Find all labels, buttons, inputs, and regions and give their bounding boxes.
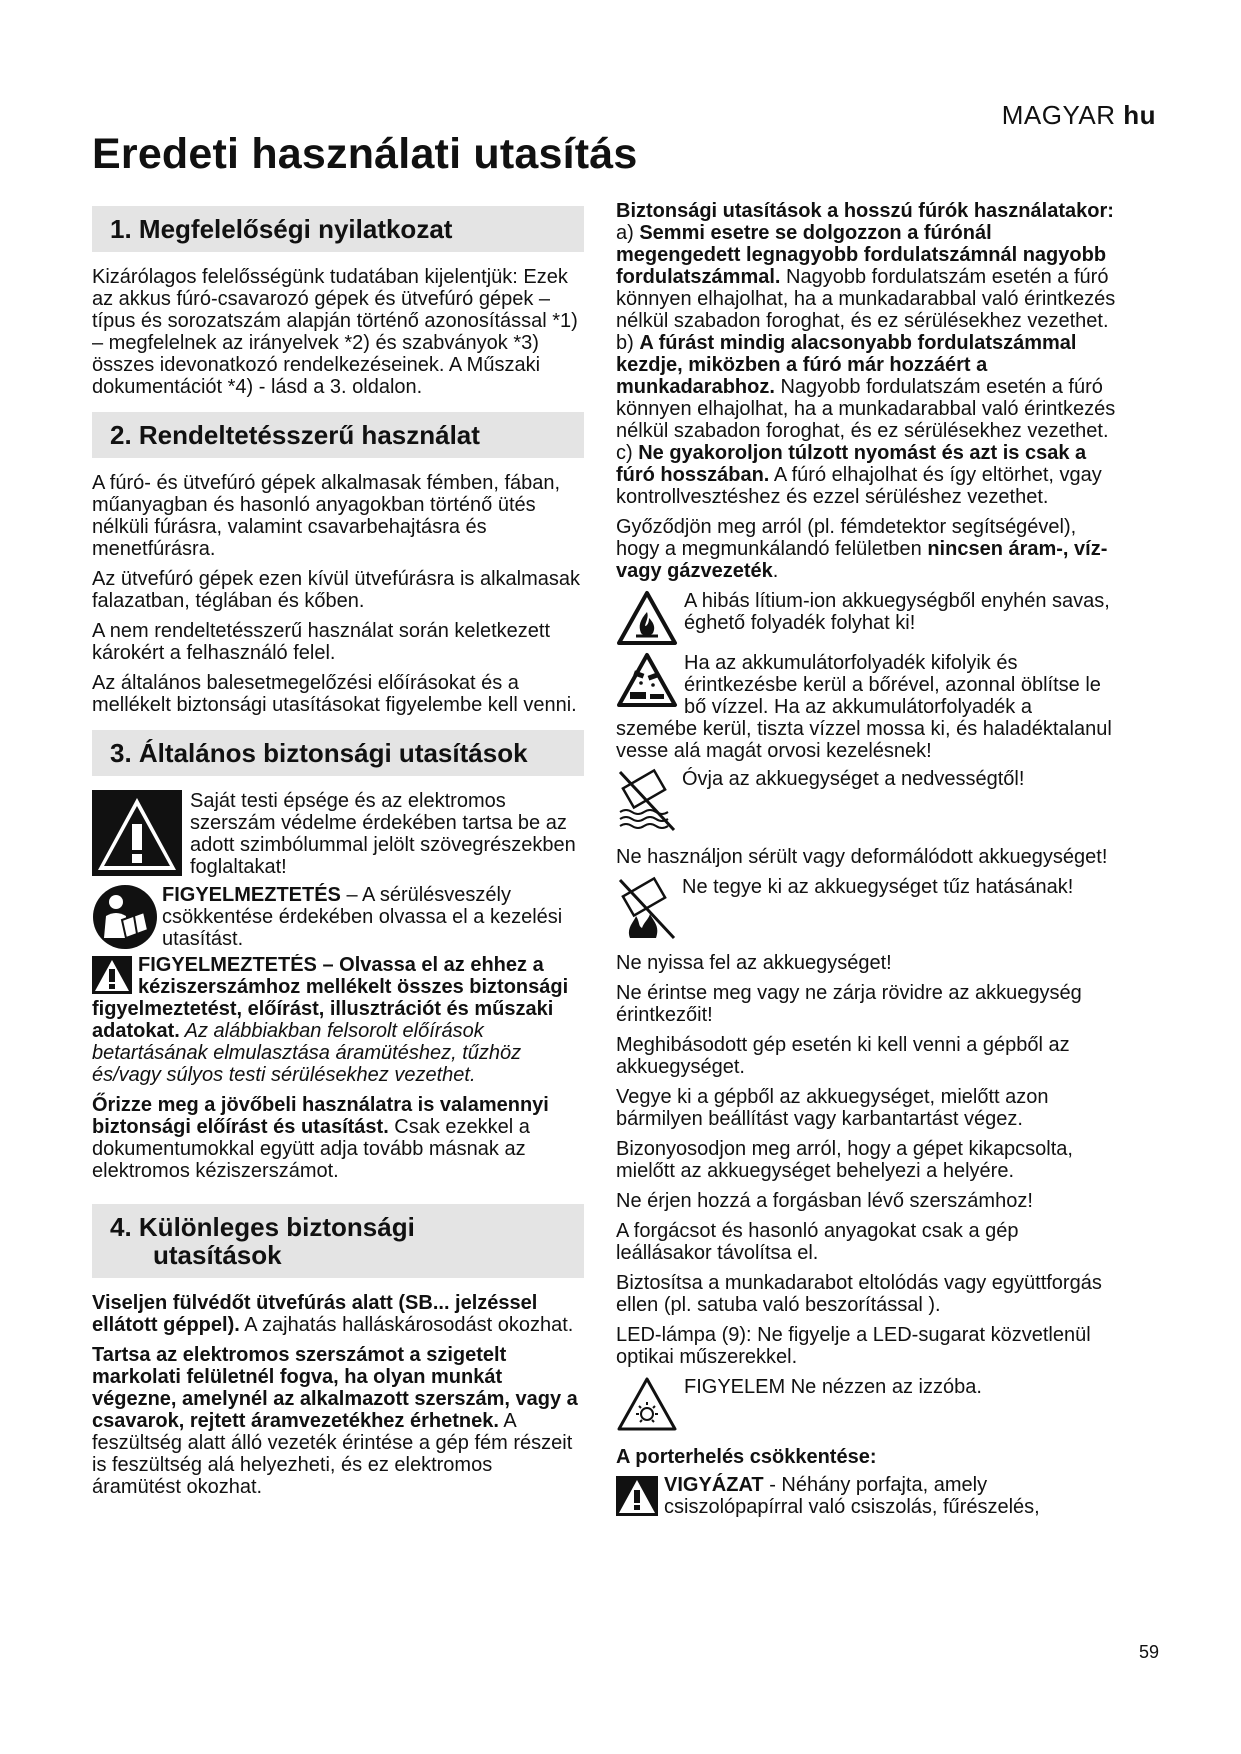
- ear-protection-bold: Viseljen fülvédőt ütvefúrás alatt (SB... jelzéssel ellátott géppel).: [92, 1292, 538, 1336]
- secure-workpiece: Biztosítsa a munkadarabot eltolódás vagy együttforgás ellen (pl. satuba való beszorítással ).: [616, 1272, 1102, 1316]
- read-all-warnings: [92, 954, 584, 1086]
- section-1-heading: 1. Megfelelőségi nyilatkozat: [92, 206, 584, 252]
- manual-warning-label: FIGYELMEZTETÉS: [162, 884, 341, 906]
- page-number: 59: [1138, 1642, 1159, 1662]
- battery-leak-text: A hibás lítium-ion akkuegységből enyhén savas, éghető folyadék folyhat ki!: [684, 590, 1110, 634]
- page-title: Eredeti használati utasítás: [92, 130, 638, 178]
- language-name: MAGYAR: [1001, 100, 1116, 130]
- short-circuit: Ne érintse meg vagy ne zárja rövidre az akkuegység érintkezőit!: [616, 982, 1082, 1026]
- item-c-prefix: c): [616, 442, 639, 464]
- insulated-grip: [92, 1344, 584, 1498]
- battery-fluid-block: [616, 652, 1116, 762]
- battery-leak-block: [616, 590, 1116, 646]
- led-caution-block: [616, 1376, 1116, 1432]
- long-bits-b: [616, 332, 1116, 442]
- general-warning-text: Saját testi épsége és az elektromos szerszám védelme érdekében tartsa be az adott szimbólummal jelölt szövegrészekben foglaltakat!: [190, 790, 576, 878]
- chips-removal: A forgácsot és hasonló anyagokat csak a gép leállásakor távolítsa el.: [616, 1220, 1019, 1264]
- section-4-heading: [92, 1204, 584, 1278]
- flammable-warning-icon: [616, 590, 678, 646]
- hidden-lines-check: [616, 516, 1116, 582]
- read-all-warnings-bold: FIGYELMEZTETÉS – Olvassa el az ehhez a kéziszerszámhoz mellékelt összes biztonsági figyelmeztetést, előírást, illusztrációt és műszaki adatokat.: [92, 954, 569, 1042]
- no-fire-icon: [616, 876, 678, 942]
- declaration-text: Kizárólagos felelősségünk tudatában kijelentjük: Ezek az akkus fúró-csavarozó gépek és ütvefúró gépek – típus és sorozatszám alapján történő azonosítással *1) – megfelelnek az irányelvek *2) és szabványok *3) összes idevonatkozó rendelkezéseinek. A Műszaki dokumentációt *4) - lásd a 3. oldalon.: [92, 266, 578, 398]
- open-battery: Ne nyissa fel az akkuegységet!: [616, 952, 892, 974]
- keep-instructions-bold: Őrizze meg a jövőbeli használatra is valamennyi biztonsági előírást és utasítást.: [92, 1094, 549, 1138]
- warning-triangle-icon: [92, 790, 182, 876]
- general-warning-block: [92, 790, 584, 878]
- long-bits-a: [616, 222, 1116, 332]
- led-radiation-icon: [616, 1376, 678, 1432]
- led-warning: LED-lámpa (9): Ne figyelje a LED-sugarat közvetlenül optikai műszerekkel.: [616, 1324, 1091, 1368]
- left-column: [92, 198, 584, 1506]
- dust-warning-bold: VIGYÁZAT: [664, 1474, 764, 1496]
- long-bits-c-bold: Ne gyakoroljon túlzott nyomást és azt is csak a fúró hosszában.: [616, 442, 1087, 486]
- long-bits-b-text: Nagyobb fordulatszám esetén a fúró könnyen elhajolhat, ha a munkadarabbal való érintkezés nélkül szabadon foroghat, és ez sérülésekhez vezethet.: [616, 376, 1116, 442]
- ear-protection: [92, 1292, 584, 1336]
- read-all-warnings-italic: Az alábbiakban felsorolt előírások betartásának elmulasztása áramütéshez, tűzhöz és/vagy súlyos testi sérülésekhez vezethet.: [92, 1020, 522, 1086]
- section-2-heading: 2. Rendeltetésszerű használat: [92, 412, 584, 458]
- intended-use-p2: Az ütvefúró gépek ezen kívül ütvefúrásra is alkalmasak falazatban, téglában és kőben.: [92, 568, 581, 612]
- dust-warning-text: - Néhány porfajta, amely csiszolópapírral való csiszolás, fűrészelés,: [664, 1474, 1040, 1518]
- intended-use-p3: A nem rendeltetésszerű használat során keletkezett károkért a felhasználó felel.: [92, 620, 551, 664]
- item-a-prefix: a): [616, 222, 640, 244]
- dust-heading: A porterhelés csökkentése:: [616, 1446, 877, 1468]
- battery-fluid-text: Ha az akkumulátorfolyadék kifolyik és érintkezésbe kerül a bőrével, azonnal öblítse le bő vízzel. Ha az akkumulátorfolyadék a szemébe kerül, tiszta vízzel mossa ki, és haladéktalanul vesse alá magát orvosi kezelésnek!: [616, 652, 1112, 762]
- long-bits-a-text: Nagyobb fordulatszám esetén a fúró könnyen elhajolhat, ha a munkadarabbal való érintkezés nélkül szabadon foroghat, és ez sérülésekhez vezethet.: [616, 266, 1116, 332]
- keep-instructions: [92, 1094, 584, 1182]
- ear-protection-text: A zajhatás halláskárosodást okozhat.: [239, 1314, 574, 1336]
- hidden-lines-end: .: [772, 560, 779, 582]
- fire-block: [616, 876, 1116, 942]
- read-manual-icon: [92, 884, 158, 950]
- remove-before-adjust: Vegye ki a gépből az akkuegységet, mielőtt azon bármilyen beállítást vagy karbantartást végez.: [616, 1086, 1049, 1130]
- language-label: [1002, 100, 1156, 131]
- led-caution-text: FIGYELEM Ne nézzen az izzóba.: [684, 1376, 982, 1398]
- moisture-text: Óvja az akkuegységet a nedvességtől!: [682, 768, 1025, 790]
- insulated-grip-bold: Tartsa az elektromos szerszámot a szigetelt markolati felületnél fogva, ha olyan munkát végezne, amelynél az alkalmazott szerszám, vagy a csavarok, rejtett áramvezetékhez érhetnek.: [92, 1344, 578, 1432]
- dust-warning-icon: [616, 1476, 658, 1516]
- hidden-lines-bold: nincsen áram-, víz- vagy gázvezeték: [616, 538, 1108, 582]
- intended-use-p1: A fúró- és ütvefúró gépek alkalmasak fémben, fában, műanyagban és hasonló anyagokban történő ütés nélküli fúrásra, valamint csavarbehajtásra és menetfúrásra.: [92, 472, 561, 560]
- keep-instructions-text: Csak ezekkel a dokumentumokkal együtt adja tovább másnak az elektromos kéziszerszámot.: [92, 1116, 530, 1182]
- right-column: [616, 198, 1116, 1518]
- rotating-tool: Ne érjen hozzá a forgásban lévő szerszámhoz!: [616, 1190, 1033, 1212]
- switched-off: Bizonyosodjon meg arról, hogy a gépet kikapcsolta, mielőtt az akkuegységet behelyezi a helyére.: [616, 1138, 1073, 1182]
- warning-small-icon: [92, 956, 132, 994]
- fire-text: Ne tegye ki az akkuegységet tűz hatásának!: [682, 876, 1074, 898]
- hidden-lines-text: Győződjön meg arról (pl. fémdetektor segítségével), hogy a megmunkálandó felületben: [616, 516, 1077, 560]
- insulated-grip-text: A feszültség alatt álló vezeték érintése a gép fém részeit is feszültség alá helyezheti, és ez elektromos áramütést okozhat.: [92, 1410, 573, 1498]
- read-manual-block: [92, 884, 584, 950]
- long-bits-b-bold: A fúrást mindig alacsonyabb fordulatszámmal kezdje, miközben a fúró már hozzáért a munkadarabhoz.: [616, 332, 1077, 398]
- long-bits-c: [616, 442, 1116, 508]
- corrosive-warning-icon: [616, 652, 678, 708]
- long-bits-c-text: A fúró elhajolhat és így eltörhet, vgay kontrollvesztéshez és ezzel sérüléshez vezethet.: [616, 464, 1102, 508]
- long-bits-heading: Biztonsági utasítások a hosszú fúrók használatakor:: [616, 200, 1114, 222]
- language-code: hu: [1123, 100, 1156, 130]
- damaged-battery: Ne használjon sérült vagy deformálódott akkuegységet!: [616, 846, 1108, 868]
- section-3-heading: 3. Általános biztonsági utasítások: [92, 730, 584, 776]
- moisture-block: [616, 768, 1116, 834]
- section-4-title-line1: 4. Különleges biztonsági: [110, 1212, 415, 1242]
- remove-faulty: Meghibásodott gép esetén ki kell venni a gépből az akkuegységet.: [616, 1034, 1070, 1078]
- long-bits-a-bold: Semmi esetre se dolgozzon a fúrónál megengedett legnagyobb fordulatszámnál nagyobb fordulatszámmal.: [616, 222, 1107, 288]
- section-4-title-line2: utasítások: [153, 1240, 282, 1270]
- dust-warning-block: [616, 1474, 1116, 1518]
- manual-warning-text: – A sérülésveszély csökkentése érdekében olvassa el a kezelési utasítást.: [162, 884, 563, 950]
- no-water-icon: [616, 768, 678, 834]
- item-b-prefix: b): [616, 332, 640, 354]
- intended-use-p4: Az általános balesetmegelőzési előírásokat és a mellékelt biztonsági utasításokat figyelembe kell venni.: [92, 672, 577, 716]
